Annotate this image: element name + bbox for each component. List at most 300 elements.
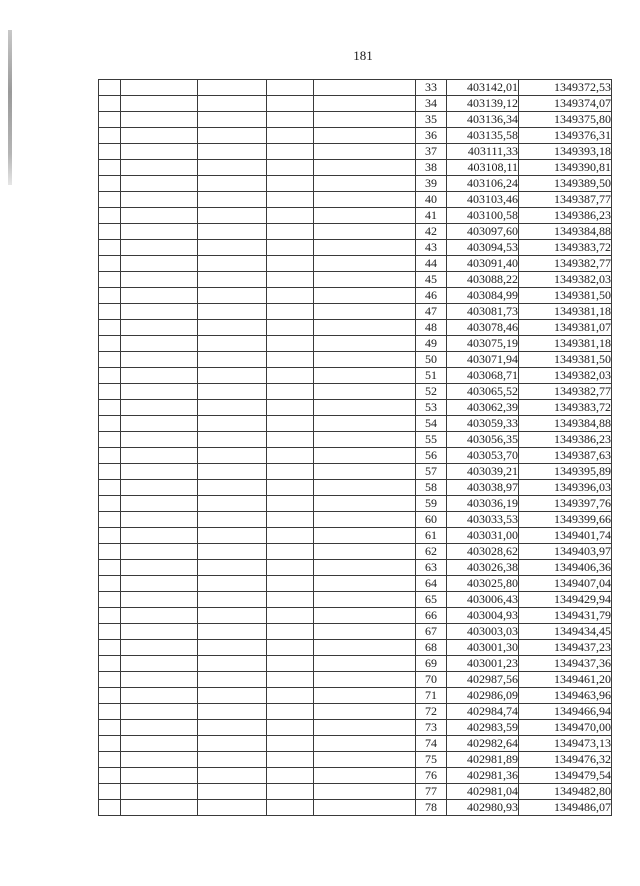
point-number-cell: 78 (416, 800, 447, 816)
table-row (99, 320, 612, 336)
empty-cell (198, 544, 267, 560)
empty-cell (198, 496, 267, 512)
empty-cell (121, 240, 198, 256)
empty-cell (99, 720, 121, 736)
empty-cell (198, 272, 267, 288)
empty-cell (314, 336, 416, 352)
empty-cell (198, 784, 267, 800)
empty-cell (99, 384, 121, 400)
empty-cell (314, 704, 416, 720)
point-number-cell: 77 (416, 784, 447, 800)
table-row (99, 80, 612, 96)
table-row (99, 736, 612, 752)
empty-cell (198, 720, 267, 736)
y-coordinate-cell: 1349437,23 (519, 640, 612, 656)
point-number-cell: 48 (416, 320, 447, 336)
point-number-cell: 56 (416, 448, 447, 464)
empty-cell (198, 480, 267, 496)
empty-cell (198, 432, 267, 448)
y-coordinate-cell: 1349395,89 (519, 464, 612, 480)
point-number-cell: 39 (416, 176, 447, 192)
empty-cell (267, 400, 314, 416)
point-number-cell: 37 (416, 144, 447, 160)
x-coordinate-cell: 403084,99 (447, 288, 519, 304)
table-row (99, 432, 612, 448)
empty-cell (99, 176, 121, 192)
y-coordinate-cell: 1349403,97 (519, 544, 612, 560)
empty-cell (267, 336, 314, 352)
y-coordinate-cell: 1349382,03 (519, 272, 612, 288)
empty-cell (121, 480, 198, 496)
empty-cell (121, 672, 198, 688)
x-coordinate-cell: 403065,52 (447, 384, 519, 400)
empty-cell (267, 464, 314, 480)
empty-cell (314, 688, 416, 704)
empty-cell (267, 80, 314, 96)
empty-cell (198, 672, 267, 688)
y-coordinate-cell: 1349383,72 (519, 400, 612, 416)
empty-cell (121, 320, 198, 336)
empty-cell (314, 480, 416, 496)
table-row (99, 176, 612, 192)
coordinates-table-body (99, 80, 612, 816)
x-coordinate-cell: 403006,43 (447, 592, 519, 608)
empty-cell (314, 192, 416, 208)
empty-cell (267, 96, 314, 112)
empty-cell (121, 80, 198, 96)
empty-cell (314, 112, 416, 128)
empty-cell (267, 784, 314, 800)
point-number-cell: 64 (416, 576, 447, 592)
y-coordinate-cell: 1349393,18 (519, 144, 612, 160)
empty-cell (99, 800, 121, 816)
x-coordinate-cell: 403108,11 (447, 160, 519, 176)
point-number-cell: 45 (416, 272, 447, 288)
point-number-cell: 63 (416, 560, 447, 576)
empty-cell (314, 656, 416, 672)
empty-cell (267, 672, 314, 688)
y-coordinate-cell: 1349431,79 (519, 608, 612, 624)
point-number-cell: 43 (416, 240, 447, 256)
empty-cell (198, 384, 267, 400)
x-coordinate-cell: 403078,46 (447, 320, 519, 336)
empty-cell (267, 528, 314, 544)
empty-cell (99, 288, 121, 304)
y-coordinate-cell: 1349376,31 (519, 128, 612, 144)
empty-cell (267, 704, 314, 720)
empty-cell (314, 304, 416, 320)
point-number-cell: 62 (416, 544, 447, 560)
empty-cell (267, 480, 314, 496)
empty-cell (99, 448, 121, 464)
x-coordinate-cell: 403091,40 (447, 256, 519, 272)
point-number-cell: 69 (416, 656, 447, 672)
empty-cell (121, 736, 198, 752)
x-coordinate-cell: 403094,53 (447, 240, 519, 256)
empty-cell (198, 768, 267, 784)
empty-cell (121, 560, 198, 576)
x-coordinate-cell: 403001,30 (447, 640, 519, 656)
empty-cell (198, 448, 267, 464)
empty-cell (99, 656, 121, 672)
point-number-cell: 47 (416, 304, 447, 320)
point-number-cell: 44 (416, 256, 447, 272)
x-coordinate-cell: 403106,24 (447, 176, 519, 192)
empty-cell (267, 224, 314, 240)
y-coordinate-cell: 1349381,07 (519, 320, 612, 336)
empty-cell (198, 704, 267, 720)
point-number-cell: 42 (416, 224, 447, 240)
empty-cell (198, 752, 267, 768)
empty-cell (267, 128, 314, 144)
empty-cell (267, 160, 314, 176)
empty-cell (198, 144, 267, 160)
empty-cell (99, 192, 121, 208)
empty-cell (99, 480, 121, 496)
empty-cell (121, 384, 198, 400)
empty-cell (267, 304, 314, 320)
empty-cell (198, 96, 267, 112)
empty-cell (267, 320, 314, 336)
y-coordinate-cell: 1349381,18 (519, 304, 612, 320)
table-row (99, 576, 612, 592)
table-row (99, 656, 612, 672)
x-coordinate-cell: 403059,33 (447, 416, 519, 432)
empty-cell (314, 592, 416, 608)
empty-cell (267, 592, 314, 608)
empty-cell (99, 272, 121, 288)
x-coordinate-cell: 402984,74 (447, 704, 519, 720)
empty-cell (314, 672, 416, 688)
empty-cell (314, 576, 416, 592)
coordinates-table (98, 79, 612, 816)
empty-cell (198, 512, 267, 528)
empty-cell (314, 144, 416, 160)
table-row (99, 384, 612, 400)
point-number-cell: 71 (416, 688, 447, 704)
empty-cell (121, 656, 198, 672)
y-coordinate-cell: 1349461,20 (519, 672, 612, 688)
table-row (99, 304, 612, 320)
y-coordinate-cell: 1349387,77 (519, 192, 612, 208)
table-row (99, 608, 612, 624)
empty-cell (99, 304, 121, 320)
y-coordinate-cell: 1349375,80 (519, 112, 612, 128)
empty-cell (121, 784, 198, 800)
table-row (99, 112, 612, 128)
empty-cell (267, 736, 314, 752)
empty-cell (99, 352, 121, 368)
table-row (99, 224, 612, 240)
x-coordinate-cell: 403001,23 (447, 656, 519, 672)
point-number-cell: 34 (416, 96, 447, 112)
empty-cell (314, 432, 416, 448)
empty-cell (267, 416, 314, 432)
point-number-cell: 59 (416, 496, 447, 512)
empty-cell (267, 512, 314, 528)
point-number-cell: 72 (416, 704, 447, 720)
empty-cell (121, 464, 198, 480)
empty-cell (121, 192, 198, 208)
y-coordinate-cell: 1349396,03 (519, 480, 612, 496)
empty-cell (314, 496, 416, 512)
table-row (99, 480, 612, 496)
y-coordinate-cell: 1349397,76 (519, 496, 612, 512)
x-coordinate-cell: 403139,12 (447, 96, 519, 112)
x-coordinate-cell: 403081,73 (447, 304, 519, 320)
empty-cell (267, 208, 314, 224)
empty-cell (99, 528, 121, 544)
x-coordinate-cell: 402981,36 (447, 768, 519, 784)
empty-cell (121, 272, 198, 288)
table-row (99, 464, 612, 480)
empty-cell (121, 112, 198, 128)
empty-cell (314, 96, 416, 112)
x-coordinate-cell: 402983,59 (447, 720, 519, 736)
empty-cell (267, 640, 314, 656)
point-number-cell: 54 (416, 416, 447, 432)
point-number-cell: 70 (416, 672, 447, 688)
empty-cell (121, 352, 198, 368)
y-coordinate-cell: 1349389,50 (519, 176, 612, 192)
point-number-cell: 52 (416, 384, 447, 400)
point-number-cell: 41 (416, 208, 447, 224)
y-coordinate-cell: 1349479,54 (519, 768, 612, 784)
table-row (99, 288, 612, 304)
table-row (99, 400, 612, 416)
table-row (99, 624, 612, 640)
empty-cell (314, 80, 416, 96)
empty-cell (121, 128, 198, 144)
point-number-cell: 66 (416, 608, 447, 624)
y-coordinate-cell: 1349387,63 (519, 448, 612, 464)
x-coordinate-cell: 403026,38 (447, 560, 519, 576)
empty-cell (99, 160, 121, 176)
table-row (99, 336, 612, 352)
x-coordinate-cell: 403003,03 (447, 624, 519, 640)
empty-cell (99, 624, 121, 640)
empty-cell (121, 768, 198, 784)
empty-cell (99, 144, 121, 160)
x-coordinate-cell: 402986,09 (447, 688, 519, 704)
table-row (99, 448, 612, 464)
empty-cell (314, 208, 416, 224)
x-coordinate-cell: 403056,35 (447, 432, 519, 448)
x-coordinate-cell: 403028,62 (447, 544, 519, 560)
table-row (99, 592, 612, 608)
empty-cell (314, 320, 416, 336)
x-coordinate-cell: 402981,89 (447, 752, 519, 768)
empty-cell (198, 336, 267, 352)
y-coordinate-cell: 1349476,32 (519, 752, 612, 768)
empty-cell (99, 592, 121, 608)
empty-cell (198, 400, 267, 416)
empty-cell (314, 352, 416, 368)
empty-cell (314, 272, 416, 288)
empty-cell (314, 608, 416, 624)
empty-cell (121, 432, 198, 448)
empty-cell (267, 288, 314, 304)
y-coordinate-cell: 1349399,66 (519, 512, 612, 528)
empty-cell (198, 288, 267, 304)
y-coordinate-cell: 1349473,13 (519, 736, 612, 752)
empty-cell (99, 688, 121, 704)
empty-cell (99, 128, 121, 144)
empty-cell (314, 624, 416, 640)
empty-cell (198, 560, 267, 576)
y-coordinate-cell: 1349382,77 (519, 256, 612, 272)
empty-cell (121, 144, 198, 160)
x-coordinate-cell: 403053,70 (447, 448, 519, 464)
empty-cell (99, 576, 121, 592)
x-coordinate-cell: 403031,00 (447, 528, 519, 544)
table-row (99, 672, 612, 688)
empty-cell (121, 688, 198, 704)
empty-cell (198, 528, 267, 544)
table-row (99, 704, 612, 720)
empty-cell (267, 384, 314, 400)
point-number-cell: 49 (416, 336, 447, 352)
table-row (99, 192, 612, 208)
empty-cell (314, 528, 416, 544)
empty-cell (314, 176, 416, 192)
empty-cell (121, 576, 198, 592)
y-coordinate-cell: 1349401,74 (519, 528, 612, 544)
x-coordinate-cell: 403038,97 (447, 480, 519, 496)
x-coordinate-cell: 403033,53 (447, 512, 519, 528)
point-number-cell: 38 (416, 160, 447, 176)
empty-cell (198, 80, 267, 96)
y-coordinate-cell: 1349374,07 (519, 96, 612, 112)
empty-cell (314, 784, 416, 800)
empty-cell (198, 608, 267, 624)
empty-cell (99, 240, 121, 256)
point-number-cell: 55 (416, 432, 447, 448)
x-coordinate-cell: 403036,19 (447, 496, 519, 512)
empty-cell (314, 560, 416, 576)
x-coordinate-cell: 403071,94 (447, 352, 519, 368)
empty-cell (314, 544, 416, 560)
table-row (99, 752, 612, 768)
table-row (99, 512, 612, 528)
empty-cell (99, 320, 121, 336)
table-row (99, 368, 612, 384)
x-coordinate-cell: 403025,80 (447, 576, 519, 592)
empty-cell (267, 192, 314, 208)
empty-cell (99, 416, 121, 432)
empty-cell (198, 368, 267, 384)
empty-cell (198, 592, 267, 608)
empty-cell (198, 576, 267, 592)
empty-cell (314, 752, 416, 768)
empty-cell (314, 464, 416, 480)
table-row (99, 544, 612, 560)
y-coordinate-cell: 1349386,23 (519, 432, 612, 448)
empty-cell (121, 208, 198, 224)
point-number-cell: 36 (416, 128, 447, 144)
empty-cell (198, 128, 267, 144)
empty-cell (198, 176, 267, 192)
x-coordinate-cell: 402982,64 (447, 736, 519, 752)
empty-cell (99, 464, 121, 480)
page-number: 181 (353, 48, 373, 63)
empty-cell (121, 608, 198, 624)
table-row (99, 272, 612, 288)
empty-cell (121, 176, 198, 192)
empty-cell (198, 304, 267, 320)
empty-cell (99, 208, 121, 224)
empty-cell (198, 256, 267, 272)
point-number-cell: 51 (416, 368, 447, 384)
empty-cell (314, 368, 416, 384)
empty-cell (314, 736, 416, 752)
empty-cell (121, 496, 198, 512)
y-coordinate-cell: 1349466,94 (519, 704, 612, 720)
table-row (99, 240, 612, 256)
empty-cell (121, 288, 198, 304)
empty-cell (198, 688, 267, 704)
empty-cell (267, 240, 314, 256)
x-coordinate-cell: 403075,19 (447, 336, 519, 352)
empty-cell (198, 800, 267, 816)
empty-cell (314, 640, 416, 656)
empty-cell (121, 160, 198, 176)
empty-cell (267, 800, 314, 816)
empty-cell (99, 336, 121, 352)
empty-cell (314, 224, 416, 240)
y-coordinate-cell: 1349482,80 (519, 784, 612, 800)
empty-cell (198, 624, 267, 640)
table-row (99, 208, 612, 224)
empty-cell (314, 768, 416, 784)
empty-cell (121, 512, 198, 528)
point-number-cell: 35 (416, 112, 447, 128)
x-coordinate-cell: 403111,33 (447, 144, 519, 160)
x-coordinate-cell: 403004,93 (447, 608, 519, 624)
empty-cell (267, 608, 314, 624)
x-coordinate-cell: 402980,93 (447, 800, 519, 816)
empty-cell (198, 160, 267, 176)
y-coordinate-cell: 1349384,88 (519, 416, 612, 432)
x-coordinate-cell: 403136,34 (447, 112, 519, 128)
empty-cell (198, 112, 267, 128)
empty-cell (314, 384, 416, 400)
empty-cell (99, 112, 121, 128)
x-coordinate-cell: 403068,71 (447, 368, 519, 384)
empty-cell (121, 448, 198, 464)
point-number-cell: 68 (416, 640, 447, 656)
y-coordinate-cell: 1349384,88 (519, 224, 612, 240)
point-number-cell: 50 (416, 352, 447, 368)
empty-cell (198, 352, 267, 368)
x-coordinate-cell: 403039,21 (447, 464, 519, 480)
x-coordinate-cell: 403100,58 (447, 208, 519, 224)
empty-cell (267, 624, 314, 640)
empty-cell (198, 736, 267, 752)
table-row (99, 640, 612, 656)
empty-cell (198, 640, 267, 656)
y-coordinate-cell: 1349463,96 (519, 688, 612, 704)
y-coordinate-cell: 1349486,07 (519, 800, 612, 816)
table-row (99, 720, 612, 736)
table-row (99, 96, 612, 112)
empty-cell (99, 256, 121, 272)
empty-cell (121, 368, 198, 384)
y-coordinate-cell: 1349437,36 (519, 656, 612, 672)
empty-cell (198, 192, 267, 208)
empty-cell (198, 464, 267, 480)
empty-cell (314, 448, 416, 464)
